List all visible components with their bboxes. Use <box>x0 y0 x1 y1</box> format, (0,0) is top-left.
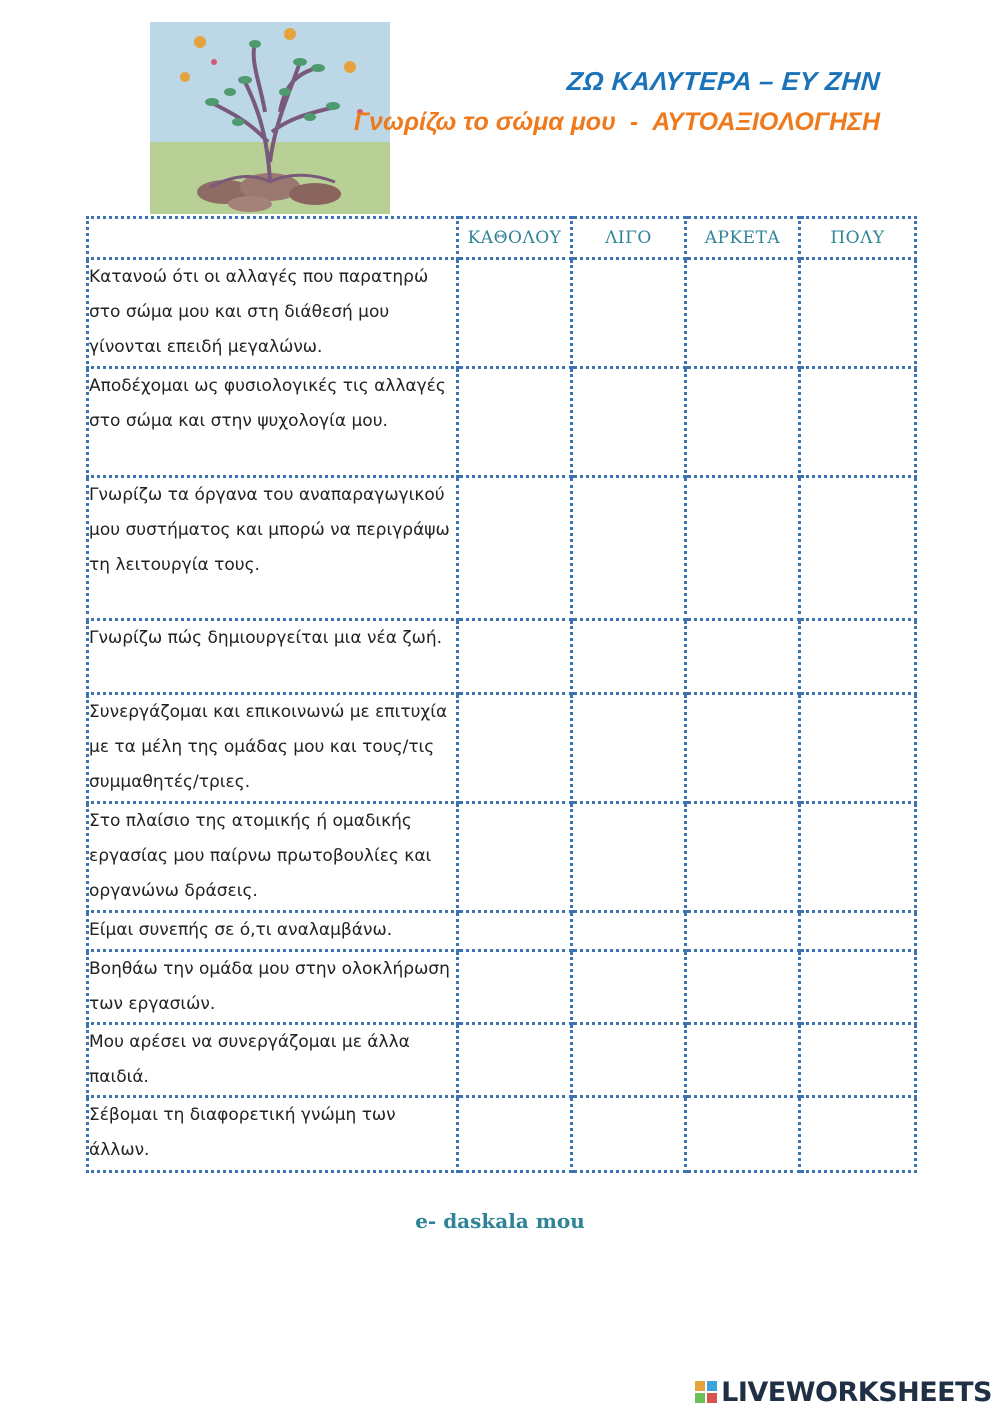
table-row <box>88 368 916 477</box>
answer-cell-quite[interactable] <box>686 620 800 694</box>
table-row <box>88 694 916 803</box>
answer-cell-a-lot[interactable] <box>800 694 916 803</box>
statement-text: Συνεργάζομαι και επικοινωνώ με επιτυχία με τα μέλη της ομάδας μου και τους/τις συμμαθητές/τριες. <box>88 694 458 803</box>
statement-text: Μου αρέσει να συνεργάζομαι με άλλα παιδιά. <box>88 1024 458 1097</box>
answer-cell-a-little[interactable] <box>572 951 686 1024</box>
table-row <box>88 259 916 368</box>
column-header-statement <box>88 218 458 259</box>
answer-cell-quite[interactable] <box>686 477 800 620</box>
answer-cell-a-lot[interactable] <box>800 1024 916 1097</box>
answer-cell-quite[interactable] <box>686 1097 800 1172</box>
table-row <box>88 620 916 694</box>
answer-cell-a-little[interactable] <box>572 477 686 620</box>
table-row <box>88 912 916 951</box>
answer-cell-a-lot[interactable] <box>800 803 916 912</box>
self-assessment-table <box>86 216 917 1173</box>
answer-cell-quite[interactable] <box>686 803 800 912</box>
table-row <box>88 477 916 620</box>
answer-cell-a-little[interactable] <box>572 1097 686 1172</box>
liveworksheets-logo[interactable] <box>695 1377 992 1407</box>
table-row <box>88 803 916 912</box>
answer-cell-quite[interactable] <box>686 1024 800 1097</box>
answer-cell-a-lot[interactable] <box>800 912 916 951</box>
subtitle-separator: - <box>629 108 639 136</box>
table-header-row <box>88 218 916 259</box>
answer-cell-a-little[interactable] <box>572 620 686 694</box>
column-header-a-little: ΛΙΓΟ <box>572 218 686 259</box>
answer-cell-quite[interactable] <box>686 951 800 1024</box>
statement-text: Κατανοώ ότι οι αλλαγές που παρατηρώ στο σώμα μου και στη διάθεσή μου γίνονται επειδή μεγαλώνω. <box>88 259 458 368</box>
column-header-a-lot: ΠΟΛΥ <box>800 218 916 259</box>
table-row <box>88 951 916 1024</box>
liveworksheets-logo-icon <box>695 1381 717 1403</box>
statement-text: Είμαι συνεπής σε ό,τι αναλαμβάνω. <box>88 912 458 951</box>
column-header-not-at-all: ΚΑΘΟΛΟΥ <box>458 218 572 259</box>
answer-cell-a-little[interactable] <box>572 912 686 951</box>
statement-text: Βοηθάω την ομάδα μου στην ολοκλήρωση των εργασιών. <box>88 951 458 1024</box>
answer-cell-a-lot[interactable] <box>800 477 916 620</box>
answer-cell-a-little[interactable] <box>572 1024 686 1097</box>
answer-cell-a-little[interactable] <box>572 803 686 912</box>
answer-cell-a-little[interactable] <box>572 368 686 477</box>
answer-cell-not-at-all[interactable] <box>458 694 572 803</box>
answer-cell-a-little[interactable] <box>572 694 686 803</box>
subtitle-topic: Γνωρίζω το σώμα μου <box>353 108 616 136</box>
answer-cell-quite[interactable] <box>686 694 800 803</box>
table-row <box>88 1024 916 1097</box>
answer-cell-a-lot[interactable] <box>800 259 916 368</box>
statement-text: Αποδέχομαι ως φυσιολογικές τις αλλαγές στο σώμα και στην ψυχολογία μου. <box>88 368 458 477</box>
answer-cell-a-lot[interactable] <box>800 1097 916 1172</box>
answer-cell-not-at-all[interactable] <box>458 1024 572 1097</box>
answer-cell-not-at-all[interactable] <box>458 259 572 368</box>
answer-cell-not-at-all[interactable] <box>458 1097 572 1172</box>
answer-cell-not-at-all[interactable] <box>458 368 572 477</box>
statement-text: Σέβομαι τη διαφορετική γνώμη των άλλων. <box>88 1097 458 1172</box>
subtitle-assessment: ΑΥΤΟΑΞΙΟΛΟΓΗΣΗ <box>652 108 880 136</box>
header-subtitle <box>354 108 880 137</box>
answer-cell-not-at-all[interactable] <box>458 477 572 620</box>
answer-cell-a-lot[interactable] <box>800 368 916 477</box>
answer-cell-not-at-all[interactable] <box>458 951 572 1024</box>
answer-cell-quite[interactable] <box>686 368 800 477</box>
answer-cell-not-at-all[interactable] <box>458 620 572 694</box>
answer-cell-not-at-all[interactable] <box>458 803 572 912</box>
statement-text: Γνωρίζω πώς δημιουργείται μια νέα ζωή. <box>88 620 458 694</box>
answer-cell-a-lot[interactable] <box>800 620 916 694</box>
answer-cell-a-lot[interactable] <box>800 951 916 1024</box>
answer-cell-quite[interactable] <box>686 912 800 951</box>
answer-cell-not-at-all[interactable] <box>458 912 572 951</box>
header-title: ΖΩ ΚΑΛΥΤΕΡΑ – ΕΥ ΖΗΝ <box>565 66 882 96</box>
answer-cell-a-little[interactable] <box>572 259 686 368</box>
table-row <box>88 1097 916 1172</box>
footer-credit: e- daskala mou <box>415 1209 585 1233</box>
statement-text: Στο πλαίσιο της ατομικής ή ομαδικής εργασίας μου παίρνω πρωτοβουλίες και οργανώνω δράσεις. <box>88 803 458 912</box>
statement-text: Γνωρίζω τα όργανα του αναπαραγωγικού μου συστήματος και μπορώ να περιγράψω τη λειτουργία τους. <box>88 477 458 620</box>
answer-cell-quite[interactable] <box>686 259 800 368</box>
logo-text: LIVEWORKSHEETS <box>721 1376 992 1408</box>
column-header-quite: ΑΡΚΕΤΑ <box>686 218 800 259</box>
